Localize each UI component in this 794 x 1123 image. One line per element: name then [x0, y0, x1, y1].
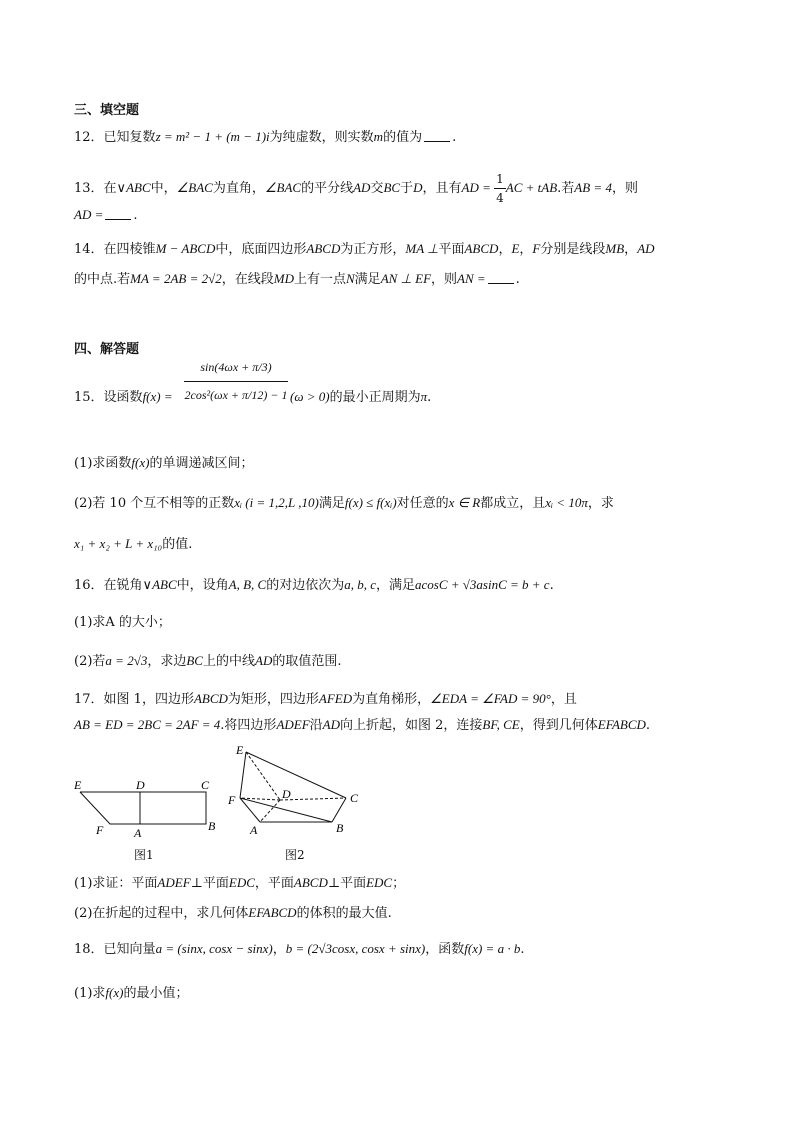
question-17 — [74, 690, 577, 709]
q15-pi: π — [420, 389, 428, 404]
q15-number: 15． — [74, 390, 104, 405]
q18-vector-b: b = (2√3cosx, cosx + sinx) — [285, 941, 426, 956]
q16-text: 在锐角∨ — [103, 578, 153, 593]
q12-formula: z = m² − 1 + (m − 1)i — [155, 129, 270, 144]
q18-text: ，函数 — [425, 942, 465, 957]
q14-text: ， — [519, 242, 533, 257]
q13-text: ，且有 — [422, 181, 462, 196]
question-12 — [74, 128, 456, 147]
q17-part2 — [74, 904, 392, 923]
q13-ad: AD = — [74, 207, 104, 222]
q18-vector-a: a = (sinx, cosx − sinx) — [155, 941, 273, 956]
q17-text: . — [645, 718, 651, 733]
q17-angles: ∠EDA = ∠FAD = 90° — [430, 691, 551, 706]
q14-md: MD — [273, 271, 294, 286]
q15-p1-text: (1)求函数 — [74, 456, 132, 471]
q14-text: 为正方形， — [340, 242, 406, 257]
q17-afed: AFED — [318, 691, 353, 706]
q16-p2-ad: AD — [255, 653, 273, 668]
q15-part1 — [74, 454, 253, 473]
q14-text: ， — [624, 242, 638, 257]
q16-p2-text: ，求边 — [147, 654, 187, 669]
q16-sides: a, b, c — [344, 577, 376, 592]
q13-fraction — [494, 170, 506, 207]
q14-text: 平面 — [438, 242, 465, 257]
q14-end: . — [515, 272, 520, 287]
q15-part2-line2 — [74, 535, 192, 554]
figure-1 — [80, 792, 206, 824]
fig2-da — [260, 800, 280, 822]
q12-var: m — [373, 129, 384, 144]
q13-angle: ∠BAC — [176, 180, 213, 195]
q15-p2-bound: xᵢ < 10π — [545, 495, 588, 510]
q13-angle: ∠BAC — [264, 180, 302, 195]
q16-p2-text: 上的中线 — [202, 654, 255, 669]
q18-p1-f: f(x) — [105, 985, 124, 1000]
q17-p1-plane: EDC — [228, 875, 255, 890]
q17-text: ，且 — [550, 692, 577, 707]
q16-part1: (1)求A 的大小； — [74, 615, 171, 630]
fig1-label-b: B — [208, 819, 216, 833]
q14-text: ，则 — [431, 272, 458, 287]
q17-p1-plane: ABCD — [293, 875, 328, 890]
q18-fx: f(x) = a · b — [464, 941, 521, 956]
q16-p2-text: 的取值范围. — [272, 654, 342, 669]
fig2-label-c: C — [350, 791, 359, 805]
q17-eq: AB = ED = 2BC = 2AF = 4 — [74, 717, 221, 732]
answer-blank[interactable] — [105, 207, 131, 220]
q12-text: 为纯虚数，则实数 — [269, 130, 374, 145]
fig2-label-e: E — [236, 743, 244, 757]
q17-adef: ADEF — [276, 717, 310, 732]
q17-text: 沿 — [309, 718, 323, 733]
q14-text: 分别是线段 — [540, 242, 606, 257]
q13-point: D — [413, 180, 423, 195]
q16-text: 中，设角 — [176, 578, 229, 593]
q14-an: AN = — [457, 271, 486, 286]
q14-cond: AN ⊥ EF — [380, 271, 432, 286]
q13-seg: AD — [353, 180, 371, 195]
q13-seg: BC — [383, 180, 401, 195]
q14-body: M − ABCD — [155, 241, 216, 256]
q14-text: 中，底面四边形 — [215, 242, 307, 257]
q14-text: 满足 — [354, 272, 381, 287]
q15-cond: (ω > 0) — [290, 389, 330, 404]
q14-base: ABCD — [306, 241, 341, 256]
q17-abcd: ABCD — [193, 691, 228, 706]
fig1-outline — [80, 792, 206, 824]
q17-text: ，得到几何体 — [519, 718, 598, 733]
answer-blank[interactable] — [424, 129, 450, 142]
figure-2 — [240, 752, 346, 822]
question-13 — [74, 170, 638, 207]
fig2-fb — [240, 798, 332, 822]
q15-p1-text: 的单调递减区间； — [149, 456, 254, 471]
q16-text: ，满足 — [376, 578, 416, 593]
q18-p1-text: 的最小值； — [123, 986, 189, 1001]
frac-den: 4 — [496, 191, 504, 205]
q14-n: N — [346, 271, 355, 286]
frac-num: 1 — [494, 170, 506, 189]
q18-number: 18． — [74, 942, 104, 957]
fig1-label-f: F — [96, 823, 104, 837]
q17-p1-text: ⊥平面 — [190, 876, 229, 891]
q13-end: . — [133, 208, 138, 223]
q14-number: 14． — [74, 242, 104, 257]
q15-p2-text: 满足 — [318, 496, 345, 511]
q17-text: 为矩形，四边形 — [227, 692, 319, 707]
q17-p1-plane: EDC — [366, 875, 393, 890]
q17-text: 向上折起，如图 2，连接 — [340, 718, 483, 733]
q15-numerator: sin(4ωx + π/3) — [184, 360, 288, 382]
fig1-label-e: E — [74, 778, 82, 792]
q17-p1-text: ⊥平面 — [327, 876, 367, 891]
fig1-label-a: A — [134, 826, 142, 840]
q15-p2-text: 都成立，且 — [480, 496, 546, 511]
q13-text: .若 — [557, 181, 575, 196]
q17-solid: EFABCD — [597, 717, 646, 732]
q17-figures — [74, 742, 374, 862]
fig2-label-f: F — [228, 793, 236, 807]
fig2-label-a: A — [250, 823, 258, 837]
q13-vector: AD = — [461, 180, 495, 195]
question-14 — [74, 240, 655, 259]
q15-end: . — [427, 390, 432, 405]
q14-text: ， — [498, 242, 512, 257]
fig1-label-d: D — [136, 778, 145, 792]
q17-p2-text: 的体积的最大值. — [296, 906, 392, 921]
q13-vector: AC + tAB — [505, 180, 558, 195]
q14-perp: MA ⊥ — [405, 241, 439, 256]
q14-text: ，在线段 — [221, 272, 274, 287]
q17-p2-text: (2)在折起的过程中，求几何体 — [74, 906, 249, 921]
q15-p2-text: 对任意的 — [396, 496, 449, 511]
q15-fx: f(x) = — [142, 389, 173, 404]
q13-text: 交 — [370, 181, 384, 196]
q15-fraction — [184, 360, 288, 403]
q13-number: 13． — [74, 181, 104, 196]
figure-1-caption: 图1 — [134, 848, 154, 862]
section-fill-title: 三、填空题 — [74, 103, 140, 118]
q14-cond: MA = 2AB = 2√2 — [130, 271, 222, 286]
q13-tri: ABC — [126, 180, 151, 195]
q17-number: 17． — [74, 692, 104, 707]
q13-text: 中， — [150, 181, 177, 196]
q13-text: 为直角， — [212, 181, 265, 196]
q17-p1-text: ； — [392, 876, 406, 891]
q12-number: 12． — [74, 130, 104, 145]
figure-2-caption: 图2 — [285, 848, 305, 862]
fig1-label-c: C — [201, 778, 210, 792]
fig2-label-d: D — [282, 787, 291, 801]
q16-part2 — [74, 652, 341, 671]
question-15 — [74, 388, 173, 407]
q16-p2-bc: BC — [186, 653, 203, 668]
q17-p1-plane: ADEF — [157, 875, 191, 890]
q15-part2 — [74, 494, 614, 513]
q14-e: E — [511, 241, 520, 256]
fig2-ef — [240, 752, 246, 798]
fig2-ec — [246, 752, 346, 798]
q18-end: . — [520, 942, 525, 957]
q12-text: 已知复数 — [103, 130, 156, 145]
q17-p2-solid: EFABCD — [248, 905, 297, 920]
q16-p2-a: a = 2√3 — [105, 653, 148, 668]
q15-p2-text: 的值. — [162, 537, 193, 552]
q14-mb: MB — [605, 241, 625, 256]
q18-part1 — [74, 984, 188, 1003]
q15-p2-sum: x₁ + x₂ + L + x₁₀ — [74, 536, 163, 551]
q18-text: ， — [272, 942, 286, 957]
section-answer-title: 四、解答题 — [74, 342, 140, 357]
q13-text: ，则 — [611, 181, 638, 196]
q15-denominator: 2cos²(ωx + π/12) − 1 — [184, 388, 288, 402]
fig2-ed — [246, 752, 280, 800]
q15-p2-text: (2)若 10 个互不相等的正数 — [74, 496, 235, 511]
question-14-line2 — [74, 270, 520, 289]
q16-tri: ABC — [152, 577, 177, 592]
fig2-bc — [332, 798, 346, 822]
question-17-line2 — [74, 716, 650, 735]
q17-text: 如图 1，四边形 — [103, 692, 194, 707]
question-15-tail — [290, 388, 431, 407]
q15-p1-f: f(x) — [131, 455, 150, 470]
q17-text: .将四边形 — [220, 718, 277, 733]
q14-ad: AD — [637, 241, 655, 256]
q16-end: . — [549, 578, 554, 593]
q17-p1-text: (1)求证：平面 — [74, 876, 158, 891]
q15-p2-x: xᵢ (i = 1,2,L ,10) — [234, 495, 319, 510]
q18-p1-text: (1)求 — [74, 986, 106, 1001]
q14-text: 的中点.若 — [74, 272, 131, 287]
fig2-label-b: B — [336, 821, 344, 835]
q15-text: 的最小正周期为 — [329, 390, 421, 405]
q13-text: 在∨ — [103, 181, 127, 196]
q15-p2-ineq: f(x) ≤ f(xᵢ) — [344, 495, 397, 510]
q16-p2-text: (2)若 — [74, 654, 106, 669]
q14-f: F — [532, 241, 541, 256]
q13-text: 的平分线 — [301, 181, 354, 196]
q15-text: 设函数 — [103, 390, 143, 405]
q17-bfce: BF, CE — [482, 717, 520, 732]
q16-eq: acosC + √3asinC = b + c — [415, 577, 550, 592]
q12-end: . — [452, 130, 457, 145]
q15-p2-text: ，求 — [587, 496, 614, 511]
q17-text: 为直角梯形， — [352, 692, 431, 707]
q18-text: 已知向量 — [103, 942, 156, 957]
q12-text: 的值为 — [383, 130, 423, 145]
q15-p2-dom: x ∈ R — [448, 495, 481, 510]
q17-ad: AD — [322, 717, 341, 732]
q16-number: 16． — [74, 578, 104, 593]
fig2-fa — [240, 798, 260, 822]
question-16 — [74, 576, 554, 595]
question-18 — [74, 940, 524, 959]
q16-text: 的对边依次为 — [266, 578, 345, 593]
q14-plane: ABCD — [464, 241, 499, 256]
answer-blank[interactable] — [488, 271, 514, 284]
q17-p1-text: ，平面 — [254, 876, 294, 891]
question-13-line2 — [74, 206, 138, 225]
q17-part1 — [74, 874, 405, 893]
q13-text: 于 — [400, 181, 414, 196]
q16-angles: A, B, C — [228, 577, 267, 592]
q14-text: 在四棱锥 — [103, 242, 156, 257]
q14-text: 上有一点 — [293, 272, 346, 287]
q13-cond: AB = 4 — [574, 180, 612, 195]
